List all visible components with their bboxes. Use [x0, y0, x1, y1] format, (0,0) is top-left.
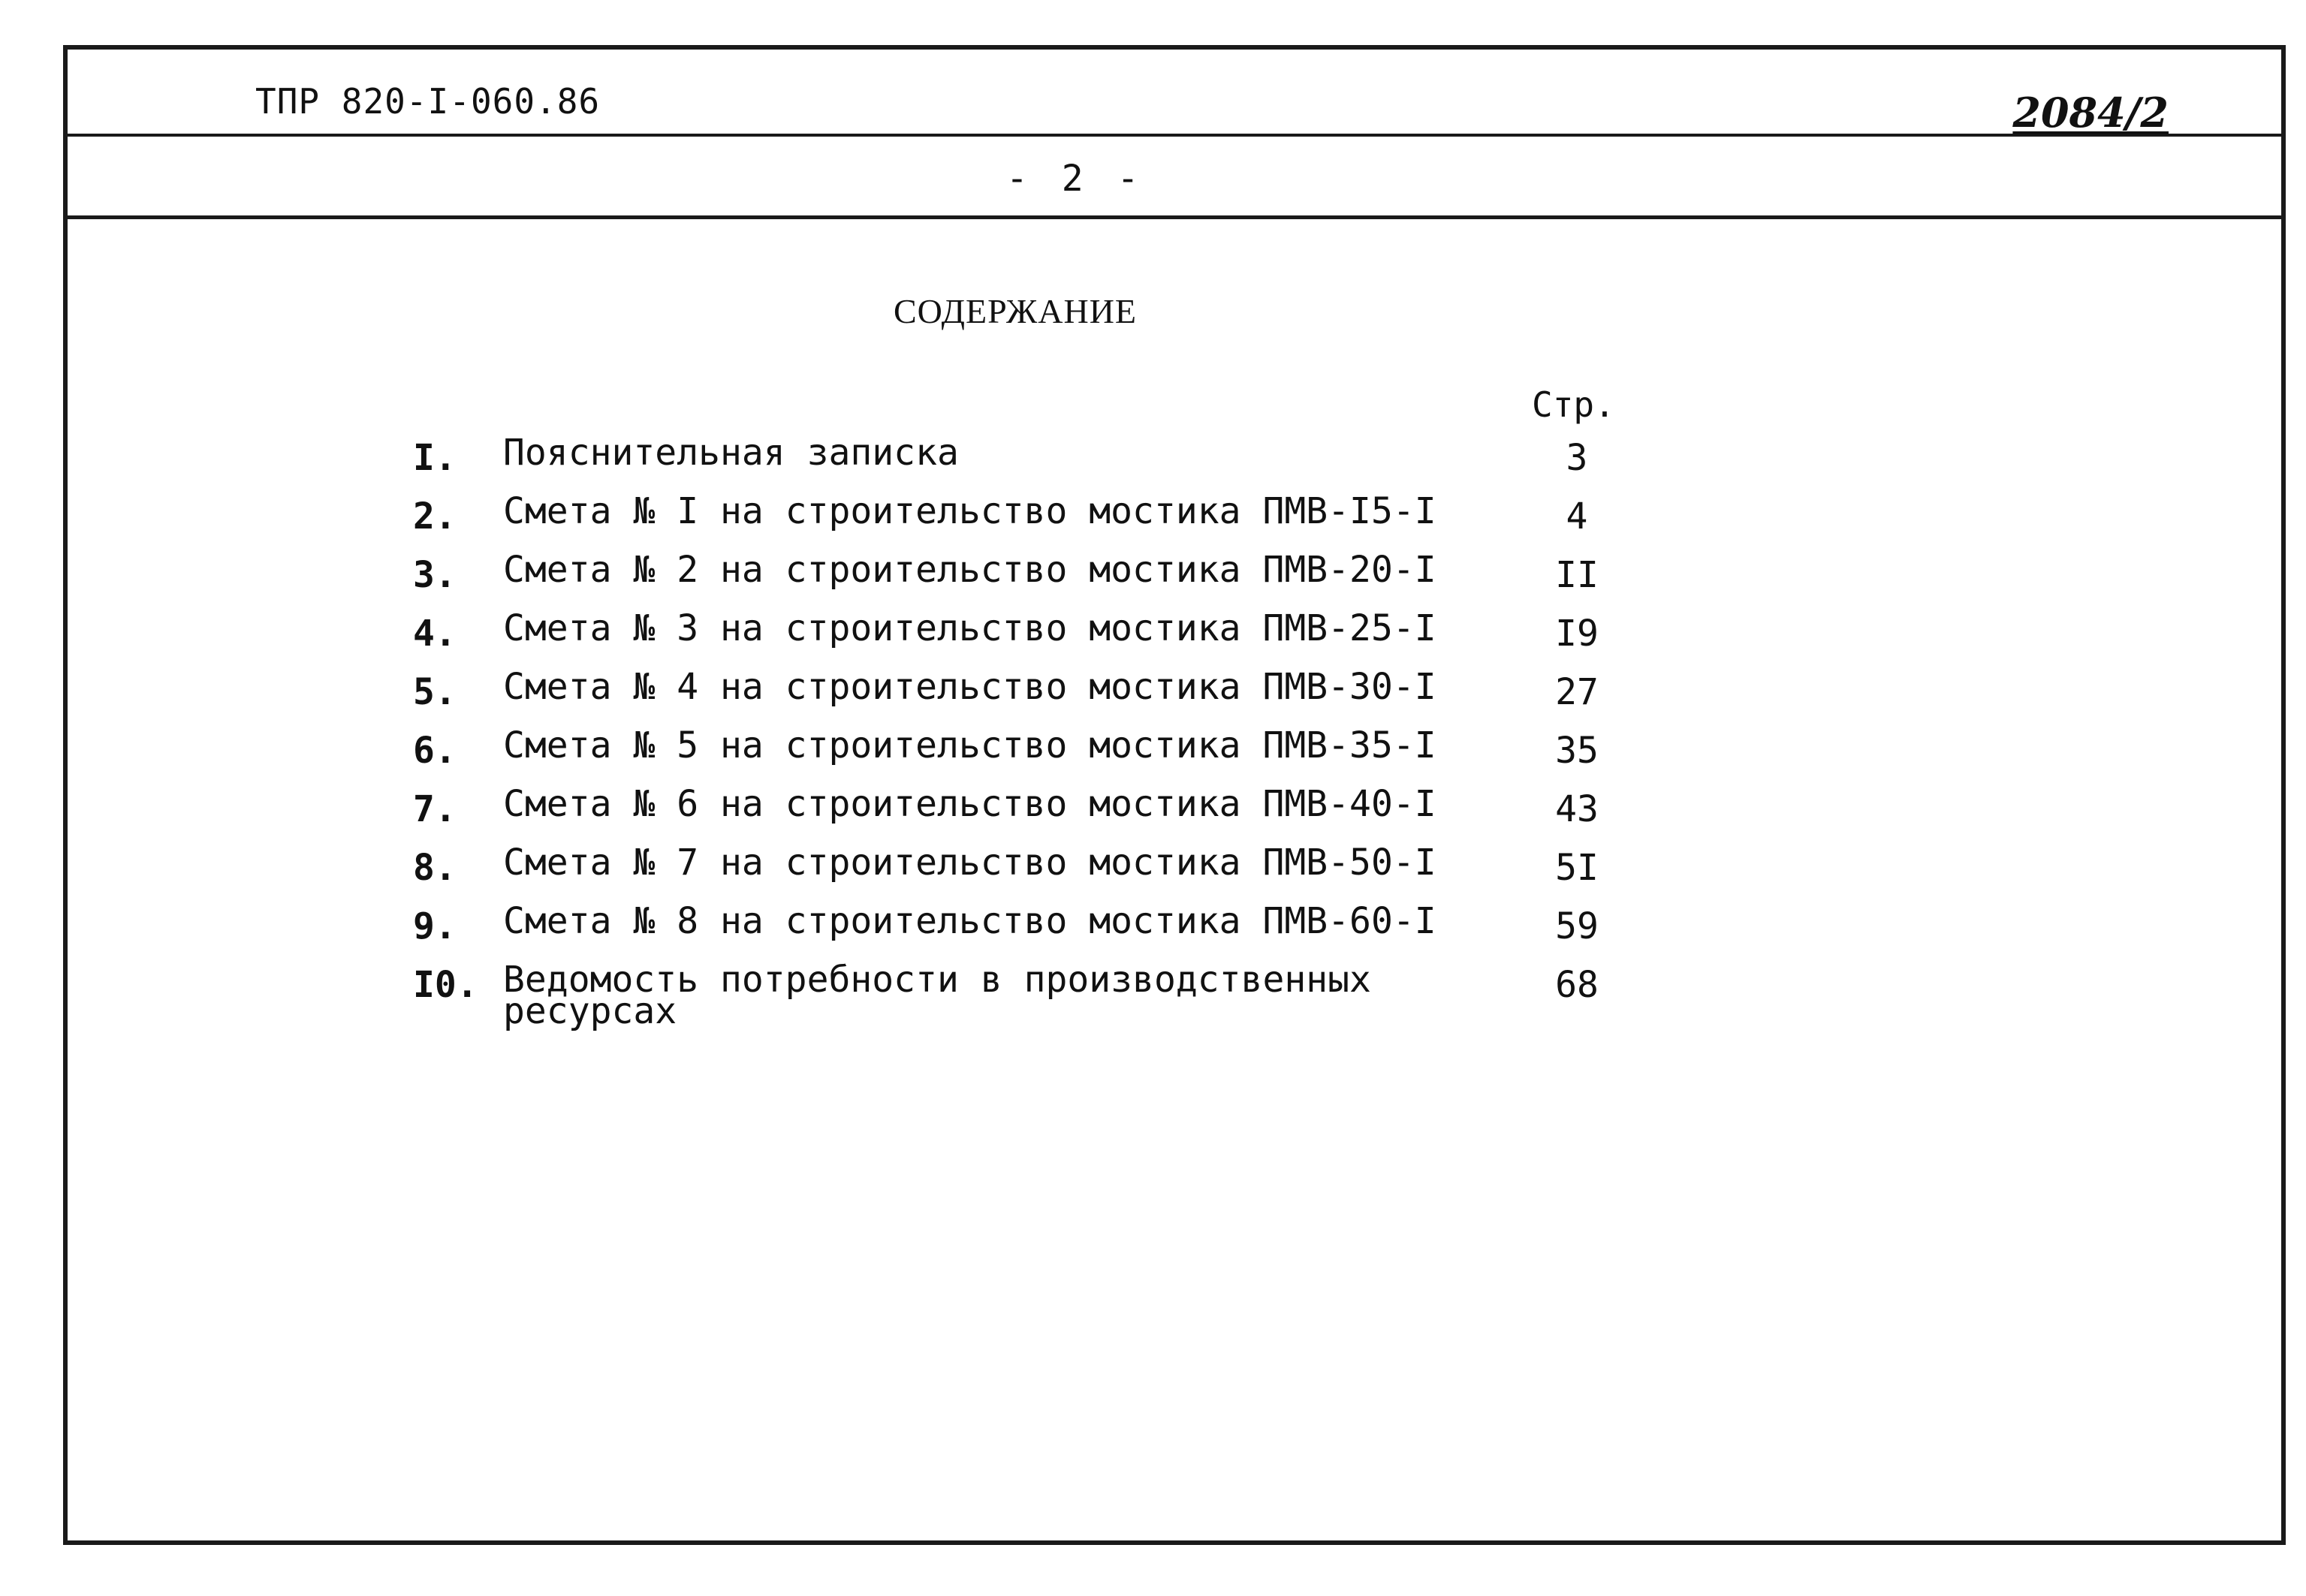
toc-item-page: 35	[1555, 730, 1599, 772]
toc-item-page: 59	[1555, 905, 1599, 947]
toc-item	[413, 724, 1690, 788]
toc-item-text: Ведомость потребности в производственных ресурсах	[503, 959, 1371, 1032]
toc-item-page: 43	[1555, 788, 1599, 830]
toc-item	[413, 842, 1690, 905]
toc-item-page: 27	[1555, 671, 1599, 713]
toc-item-page: 5I	[1555, 847, 1599, 889]
toc-item-number: 7.	[413, 788, 457, 830]
toc-item	[413, 432, 1690, 495]
toc-item-number: I0.	[413, 964, 478, 1006]
toc-title: СОДЕРЖАНИЕ	[894, 292, 1138, 330]
toc-item-number: 8.	[413, 847, 457, 889]
toc-item	[413, 666, 1690, 730]
archive-number: 2084/2	[2012, 89, 2169, 137]
toc-item-page: 4	[1566, 495, 1588, 538]
toc-item	[413, 490, 1690, 554]
toc-item-number: 4.	[413, 613, 457, 655]
toc-item-text: Смета № 6 на строительство мостика ПМВ-40-I	[503, 783, 1436, 825]
document-code: ТПР 820-I-060.86	[255, 81, 601, 122]
toc-item-text: Смета № 4 на строительство мостика ПМВ-30-I	[503, 666, 1436, 708]
toc-item-text: Смета № 5 на строительство мостика ПМВ-35-I	[503, 724, 1436, 766]
toc-item	[413, 549, 1690, 613]
toc-item-text: Смета № 8 на строительство мостика ПМВ-60-I	[503, 900, 1436, 942]
toc-item-page: I9	[1555, 613, 1599, 655]
toc-item	[413, 783, 1690, 847]
toc-item-number: 3.	[413, 554, 457, 596]
page-number: - 2 -	[1006, 158, 1145, 200]
toc-item-number: 2.	[413, 495, 457, 538]
page-number-row	[68, 137, 2281, 219]
toc-item-page: II	[1555, 554, 1599, 596]
toc-item	[413, 959, 1690, 1046]
toc-list	[413, 432, 1690, 1046]
page-column-header: Стр.	[1532, 384, 1615, 425]
toc-item-text: Смета № 2 на строительство мостика ПМВ-20-I	[503, 549, 1436, 591]
header-row	[68, 50, 2281, 137]
toc-item-number: I.	[413, 437, 457, 479]
toc-item-number: 5.	[413, 671, 457, 713]
toc-item-page: 3	[1566, 437, 1588, 479]
toc-item-number: 6.	[413, 730, 457, 772]
toc-item-text: Пояснительная записка	[503, 432, 959, 474]
toc-item-text: Смета № 3 на строительство мостика ПМВ-25-I	[503, 607, 1436, 649]
toc-item-text: Смета № I на строительство мостика ПМВ-I5-I	[503, 490, 1436, 532]
toc-item-number: 9.	[413, 905, 457, 947]
toc-item-text: Смета № 7 на строительство мостика ПМВ-50-I	[503, 842, 1436, 884]
toc-item	[413, 900, 1690, 964]
toc-item	[413, 607, 1690, 671]
toc-item-page: 68	[1555, 964, 1599, 1006]
